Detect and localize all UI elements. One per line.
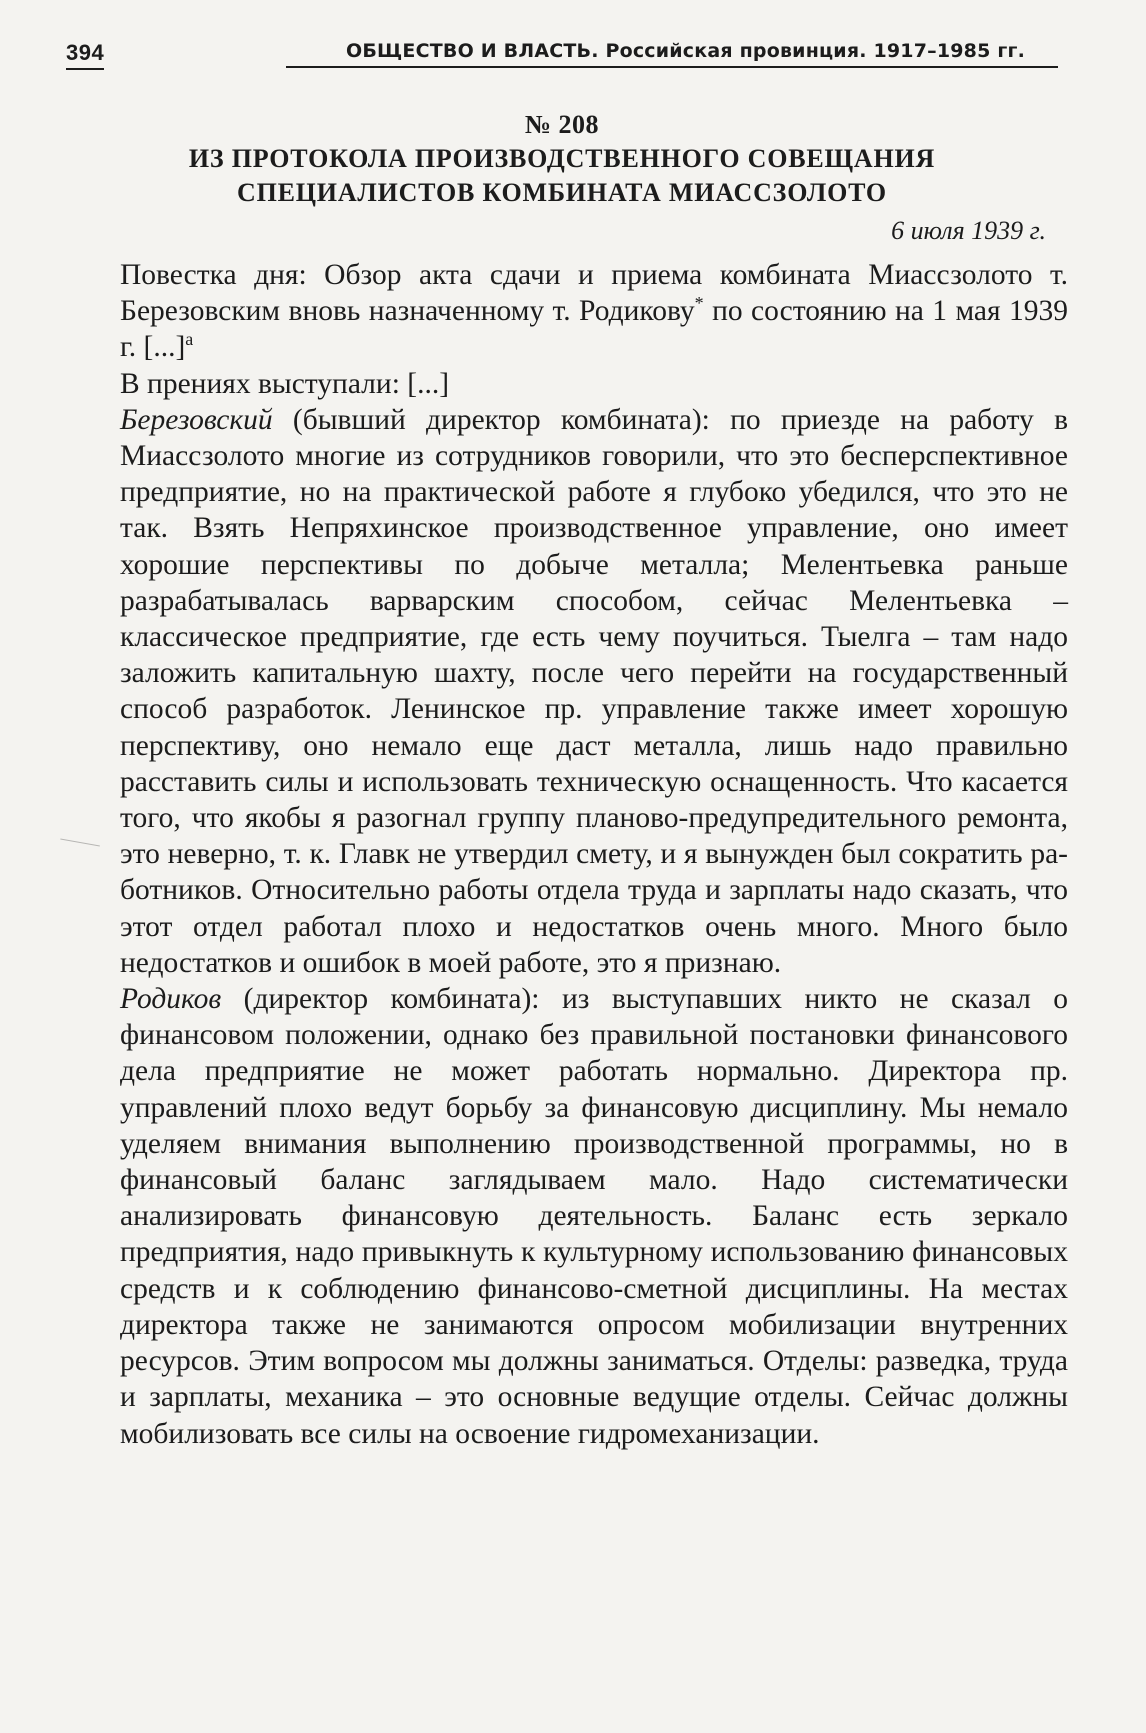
agenda-text: Повестка дня: Обзор акта сдачи и приема комбината Миассзолото т. Березовским вновь назначенному т. Родикову bbox=[120, 259, 1068, 328]
footnote-star: * bbox=[694, 293, 704, 314]
document-number: № 208 bbox=[524, 110, 600, 139]
agenda-tail: по состоянию на 1 мая 1939 г. [...] bbox=[120, 295, 1069, 364]
document-title-line-1: ИЗ ПРОТОКОЛА ПРОИЗВОДСТВЕННОГО СОВЕЩАНИЯ bbox=[188, 144, 936, 173]
editorial-note-marker: а bbox=[185, 329, 194, 350]
document-date: 6 июля 1939 г. bbox=[891, 216, 1046, 245]
margin-pencil-mark bbox=[60, 839, 100, 848]
debate-text: В прениях выступали: [...] bbox=[120, 367, 450, 400]
agenda-paragraph bbox=[120, 257, 1068, 366]
document-heading bbox=[66, 108, 1058, 210]
speaker-2-text: (директор комбината): из выступавших никто не сказал о финансовом положении, однако без правильной постановки финансового дела предприятие не может работать нормально. Директора пр. управлений плохо ведут борьбу за финансовую дисциплину. Мы немало уделяем внимания выполнению производственной программы, но в финансовый баланс заглядываем мало. Надо систематически анализировать финансовую деятельность. Баланс есть зеркало предприятия, надо привыкнуть к культурному использованию финансовых средств и к соблюдению финансово-сметной дисциплины. На местах директора также не занимаются опросом мобилизации внутренних ресурсов. Этим вопросом мы должны заниматься. Отделы: разведка, труда и зарплаты, механика – это основные ведущие отделы. Сейчас должны мобилизовать все силы на освоение гидромеханизации. bbox=[120, 983, 1068, 1450]
running-title: ОБЩЕСТВО И ВЛАСТЬ. Российская провинция. 1917–1985 гг. bbox=[286, 40, 1058, 68]
page-header bbox=[66, 40, 1058, 76]
debate-paragraph bbox=[120, 366, 1068, 402]
document-title-line-2: СПЕЦИАЛИСТОВ КОМБИНАТА МИАССЗОЛОТО bbox=[237, 178, 887, 207]
speaker-1-name: Березовский bbox=[120, 403, 273, 436]
speaker-1-text: (бывший директор комбината): по приезде на работу в Миассзолото многие из сотрудников говорили, что это бесперспективное предприятие, но на практической работе я глубоко убедился, что это не так. Взять Непряхинское производственное управление, оно имеет хорошие перспективы по добыче металла; Мелентьевка раньше разрабатывалась варварским способом, сейчас Мелентьевка – классическое предприятие, где есть чему поучиться. Тыелга – там надо заложить капитальную шахту, после чего перейти на государственный способ разработок. Ленинское пр. управление также имеет хорошую перспективу, оно немало еще даст металла, лишь надо правильно расставить силы и использовать техническую оснащенность. Что касается того, что якобы я разогнал группу планово-предупредительного ремонта, это неверно, т. к. Главк не утвердил смету, и я вынужден был сократить работников. Относительно работы отдела труда и зарплаты надо сказать, что этот отдел работал плохо и недостатков очень много. Много было недостатков и ошибок в моей работе, это я признаю. bbox=[120, 403, 1068, 979]
document-body bbox=[120, 257, 1068, 1452]
speaker-2-paragraph bbox=[120, 981, 1068, 1452]
speaker-2-name: Родиков bbox=[120, 983, 222, 1016]
page-number: 394 bbox=[66, 40, 104, 70]
speaker-1-paragraph bbox=[120, 402, 1068, 981]
